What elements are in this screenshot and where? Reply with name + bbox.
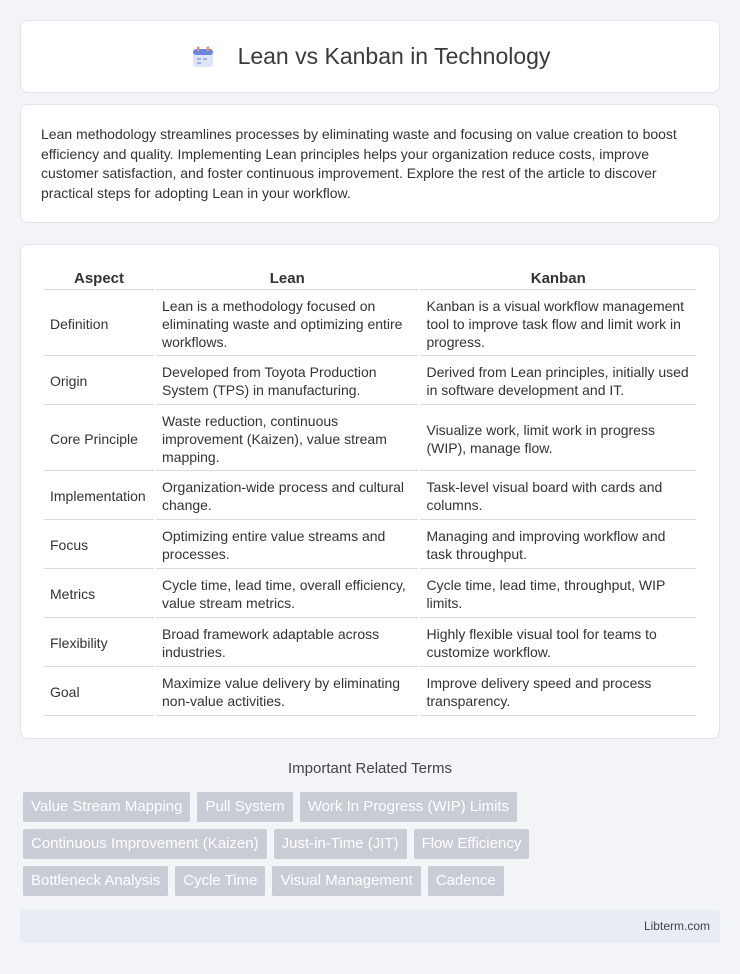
tag-just-in-time[interactable]: Just-in-Time (JIT) — [274, 829, 407, 859]
comparison-table — [42, 266, 698, 718]
kanban-cell: Managing and improving workflow and task throughput. — [420, 522, 696, 569]
aspect-cell: Goal — [44, 669, 154, 716]
kanban-cell: Improve delivery speed and process transparency. — [420, 669, 696, 716]
kanban-cell: Cycle time, lead time, throughput, WIP limits. — [420, 571, 696, 618]
tag-cycle-time[interactable]: Cycle Time — [175, 866, 265, 896]
kanban-cell: Task-level visual board with cards and columns. — [420, 473, 696, 520]
lean-cell: Developed from Toyota Production System (TPS) in manufacturing. — [156, 358, 418, 405]
header-kanban: Kanban — [420, 268, 696, 290]
header-aspect: Aspect — [44, 268, 154, 290]
related-terms-title: Important Related Terms — [288, 760, 452, 777]
lean-cell: Maximize value delivery by eliminating non-value activities. — [156, 669, 418, 716]
lean-cell: Organization-wide process and cultural change. — [156, 473, 418, 520]
table-row — [44, 620, 696, 667]
lean-cell: Broad framework adaptable across industries. — [156, 620, 418, 667]
tag-value-stream-mapping[interactable]: Value Stream Mapping — [23, 792, 190, 822]
kanban-cell: Kanban is a visual workflow management tool to improve task flow and limit work in progress. — [420, 292, 696, 356]
aspect-cell: Metrics — [44, 571, 154, 618]
header-card — [20, 20, 720, 93]
table-row — [44, 571, 696, 618]
table-header-row — [44, 268, 696, 290]
tag-bottleneck-analysis[interactable]: Bottleneck Analysis — [23, 866, 168, 896]
kanban-cell: Derived from Lean principles, initially used in software development and IT. — [420, 358, 696, 405]
aspect-cell: Flexibility — [44, 620, 154, 667]
intro-card — [20, 104, 720, 223]
aspect-cell: Origin — [44, 358, 154, 405]
related-terms-list — [23, 792, 723, 903]
lean-cell: Lean is a methodology focused on eliminating waste and optimizing entire workflows. — [156, 292, 418, 356]
kanban-cell: Highly flexible visual tool for teams to customize workflow. — [420, 620, 696, 667]
tag-row — [23, 866, 723, 896]
tag-wip-limits[interactable]: Work In Progress (WIP) Limits — [300, 792, 517, 822]
aspect-cell: Definition — [44, 292, 154, 356]
lean-cell: Waste reduction, continuous improvement (Kaizen), value stream mapping. — [156, 407, 418, 471]
table-row — [44, 358, 696, 405]
table-row — [44, 407, 696, 471]
calendar-icon — [190, 44, 216, 70]
table-row — [44, 669, 696, 716]
page-title: Lean vs Kanban in Technology — [237, 43, 551, 69]
tag-row — [23, 829, 723, 859]
lean-cell: Cycle time, lead time, overall efficiency, value stream metrics. — [156, 571, 418, 618]
tag-visual-management[interactable]: Visual Management — [272, 866, 420, 896]
tag-pull-system[interactable]: Pull System — [197, 792, 292, 822]
tag-row — [23, 792, 723, 822]
kanban-cell: Visualize work, limit work in progress (WIP), manage flow. — [420, 407, 696, 471]
tag-continuous-improvement[interactable]: Continuous Improvement (Kaizen) — [23, 829, 267, 859]
tag-cadence[interactable]: Cadence — [428, 866, 504, 896]
footer — [20, 910, 720, 943]
table-row — [44, 292, 696, 356]
aspect-cell: Focus — [44, 522, 154, 569]
footer-site-link[interactable]: Libterm.com — [643, 919, 710, 933]
aspect-cell: Implementation — [44, 473, 154, 520]
aspect-cell: Core Principle — [44, 407, 154, 471]
lean-cell: Optimizing entire value streams and processes. — [156, 522, 418, 569]
comparison-table-card — [20, 244, 720, 739]
table-row — [44, 473, 696, 520]
header-lean: Lean — [156, 268, 418, 290]
intro-paragraph: Lean methodology streamlines processes by eliminating waste and focusing on value creation to boost efficiency and quality. Implementing Lean principles helps your organization reduce costs, improve customer satisfaction, and foster continuous improvement. Explore the rest of the article to discover practical steps for adopting Lean in your workflow. — [41, 126, 677, 201]
table-row — [44, 522, 696, 569]
tag-flow-efficiency[interactable]: Flow Efficiency — [414, 829, 530, 859]
